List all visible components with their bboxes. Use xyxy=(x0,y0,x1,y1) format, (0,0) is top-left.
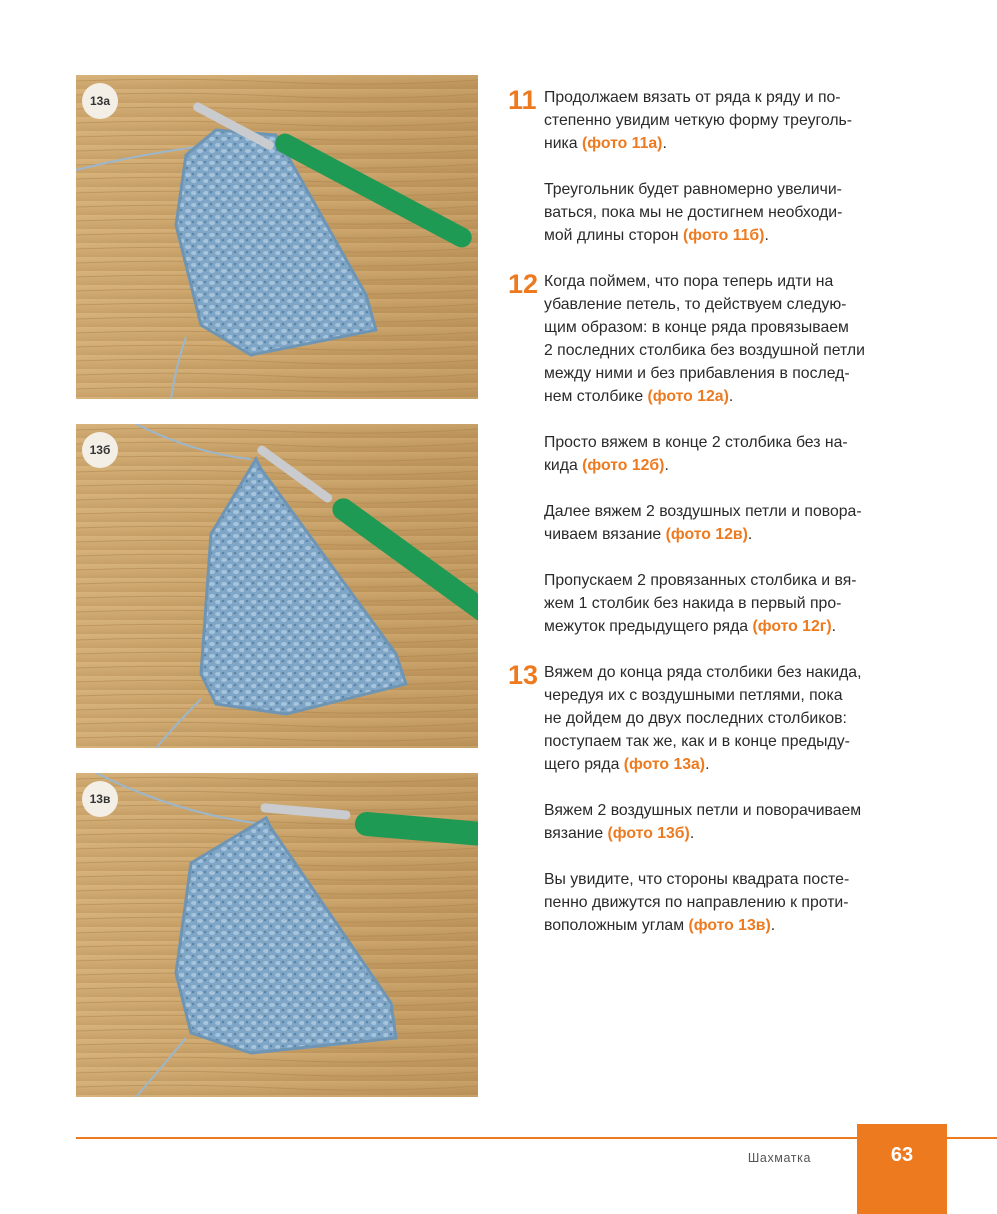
text-line: щего ряда xyxy=(544,756,624,773)
text-line: воположным углам xyxy=(544,917,689,934)
page-number: 63 xyxy=(890,1144,914,1166)
step-number: 12 xyxy=(508,269,539,299)
step-number: 13 xyxy=(508,660,539,690)
text-line: нем столбике xyxy=(544,388,648,405)
photo-label: 13б xyxy=(82,432,118,468)
text-line: не дойдем до двух последних столбиков: xyxy=(544,710,847,727)
photo-reference: (фото 12в) xyxy=(665,526,748,543)
photo-reference: (фото 13а) xyxy=(623,756,706,773)
text-line: . xyxy=(747,526,753,543)
text-line: поступаем так же, как и в конце предыду- xyxy=(544,733,850,750)
text-line: Пропускаем 2 провязанных столбика и вя- xyxy=(544,572,857,589)
instructions-column xyxy=(508,86,918,960)
photo-label: 13в xyxy=(82,781,118,817)
step-13 xyxy=(508,661,918,960)
text-line: . xyxy=(728,388,734,405)
step-12 xyxy=(508,270,918,661)
text-line: . xyxy=(831,618,836,635)
crochet-triangle-image xyxy=(76,424,478,748)
text-line: между ними и без прибавления в послед- xyxy=(544,365,850,382)
step-paragraph xyxy=(544,86,918,155)
text-line: Просто вяжем в конце 2 столбика без на- xyxy=(544,434,848,451)
text-line: жем 1 столбик без накида в первый про- xyxy=(544,595,842,612)
text-line: убавление петель, то действуем следую- xyxy=(544,296,847,313)
page-number-box xyxy=(857,1124,947,1214)
text-line: кида xyxy=(544,457,583,474)
text-line: чередуя их с воздушными петлями, пока xyxy=(544,687,843,704)
crochet-triangle-image xyxy=(76,773,478,1097)
text-line: Продолжаем вязать от ряда к ряду и по- xyxy=(544,89,841,106)
photo-13a xyxy=(76,75,478,399)
step-paragraph xyxy=(544,868,918,937)
photo-reference: (фото 13б) xyxy=(607,825,690,842)
photo-reference: (фото 11а) xyxy=(581,135,663,152)
text-line: щим образом: в конце ряда провязываем xyxy=(544,319,849,336)
photo-13b xyxy=(76,424,478,748)
photo-reference: (фото 12а) xyxy=(647,388,729,405)
step-body xyxy=(544,86,918,270)
photo-13c xyxy=(76,773,478,1097)
step-number: 11 xyxy=(508,85,537,115)
text-line: . xyxy=(705,756,710,773)
text-line: Далее вяжем 2 воздушных петли и повора- xyxy=(544,503,862,520)
footer-section-title: Шахматка xyxy=(747,1151,811,1165)
text-line: мой длины сторон xyxy=(544,227,684,244)
step-paragraph xyxy=(544,431,918,477)
step-paragraph xyxy=(544,799,918,845)
text-line: . xyxy=(770,917,776,934)
crochet-triangle-image xyxy=(76,75,478,399)
text-line: Вяжем 2 воздушных петли и поворачиваем xyxy=(544,802,862,819)
text-line: Треугольник будет равномерно увеличи- xyxy=(544,181,842,198)
text-line: Вяжем до конца ряда столбики без накида, xyxy=(544,664,862,681)
text-line: . xyxy=(664,457,669,474)
text-line: Вы увидите, что стороны квадрата посте- xyxy=(544,871,850,888)
text-line: пенно движутся по направлению к проти- xyxy=(544,894,849,911)
text-line: . xyxy=(662,135,667,152)
photo-reference: (фото 13в) xyxy=(688,917,771,934)
step-paragraph xyxy=(544,569,918,638)
photo-reference: (фото 12б) xyxy=(582,457,665,474)
step-body xyxy=(544,270,918,661)
step-paragraph xyxy=(544,500,918,546)
text-line: ваться, пока мы не достигнем необходи- xyxy=(544,204,843,221)
text-line: ника xyxy=(544,135,582,152)
photo-reference: (фото 11б) xyxy=(683,227,765,244)
text-line: . xyxy=(689,825,695,842)
text-line: чиваем вязание xyxy=(544,526,666,543)
photo-label: 13а xyxy=(82,83,118,119)
text-line: . xyxy=(764,227,769,244)
text-line: вязание xyxy=(544,825,608,842)
text-line: степенно увидим четкую форму треуголь- xyxy=(544,112,853,129)
step-11 xyxy=(508,86,918,270)
step-body xyxy=(544,661,918,960)
text-line: межуток предыдущего ряда xyxy=(544,618,753,635)
text-line: 2 последних столбика без воздушной петли xyxy=(544,342,865,359)
step-paragraph xyxy=(544,178,918,247)
step-paragraph xyxy=(544,270,918,408)
step-paragraph xyxy=(544,661,918,776)
photo-reference: (фото 12г) xyxy=(752,618,832,635)
text-line: Когда поймем, что пора теперь идти на xyxy=(544,273,834,290)
